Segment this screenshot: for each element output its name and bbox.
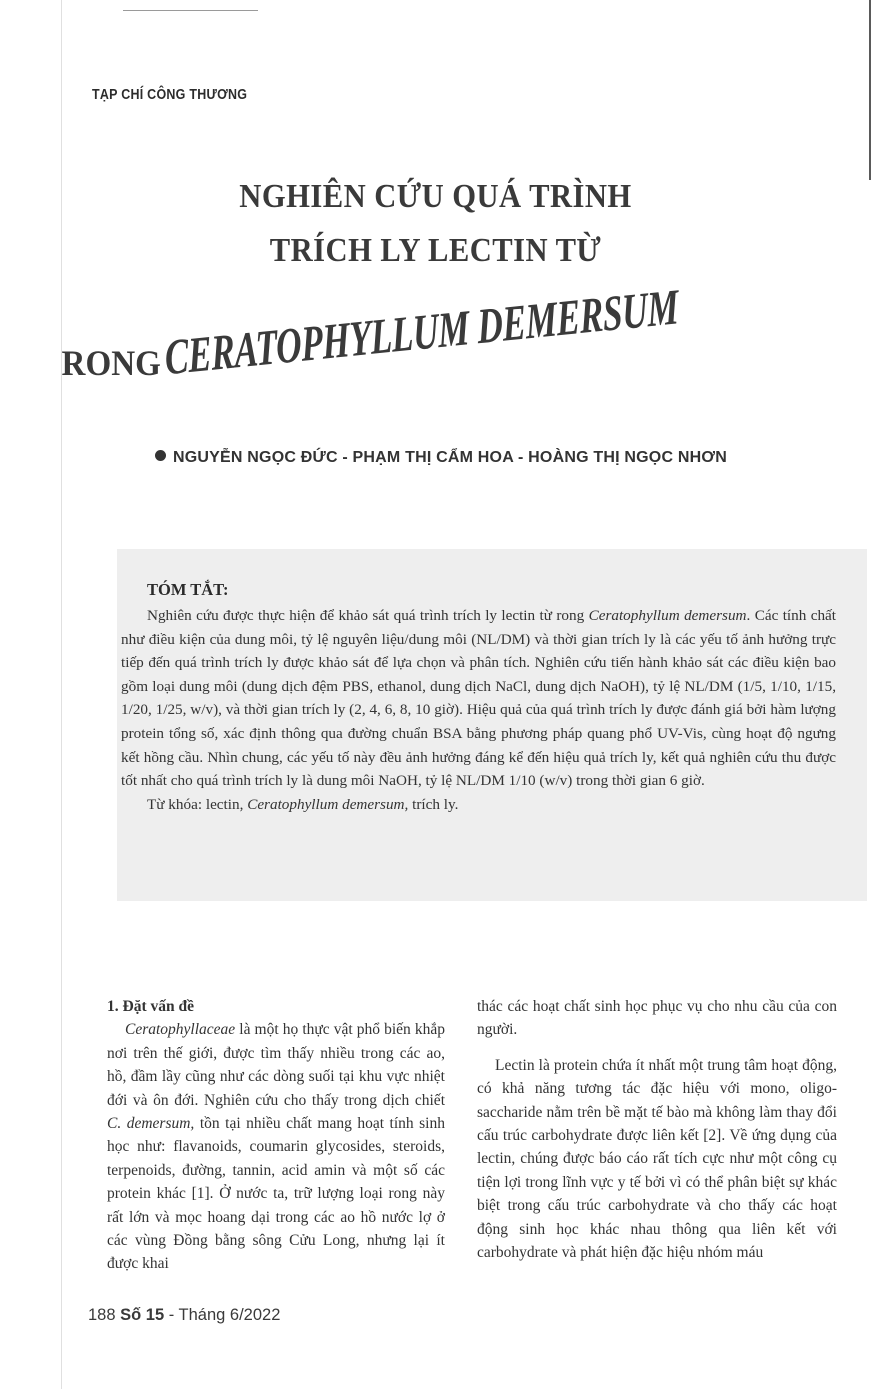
top-rule	[123, 10, 258, 11]
author-line	[155, 449, 727, 467]
keywords-species: Ceratophyllum demersum,	[247, 795, 409, 813]
authors-text: NGUYỄN NGỌC ĐỨC - PHẠM THỊ CẨM HOA - HOÀNG THỊ NGỌC NHƠN	[173, 449, 727, 466]
body-species-abbr: C. demersum,	[107, 1115, 195, 1133]
keywords-label: Từ khóa: lectin,	[147, 795, 248, 813]
footer-separator: -	[164, 1306, 179, 1324]
body-column-left	[107, 995, 445, 1276]
title-species: CERATOPHYLLUM DEMERSUM	[163, 279, 680, 386]
section-heading: 1. Đặt vấn đề	[107, 998, 194, 1015]
body-paragraph	[107, 1018, 445, 1275]
body-column-right	[477, 995, 837, 1264]
keywords	[121, 793, 836, 817]
abstract-paragraph	[121, 604, 836, 793]
abstract-heading: TÓM TẮT:	[147, 580, 229, 599]
journal-name: TẠP CHÍ CÔNG THƯƠNG	[92, 87, 248, 103]
body-paragraph-continued: thác các hoạt chất sinh học phục vụ cho nhu cầu của con người.	[477, 998, 837, 1039]
title-rong: RONG	[61, 343, 161, 383]
abstract-text-a: Nghiên cứu được thực hiện để khảo sát quá trình trích ly lectin từ rong	[147, 607, 589, 624]
issue-date: Tháng 6/2022	[178, 1306, 281, 1324]
abstract-species: Ceratophyllum demersum	[588, 607, 747, 624]
abstract-text-b: . Các tính chất như điều kiện của dung môi, tỷ lệ nguyên liệu/dung môi (NL/DM) và thời gian trích ly là các yếu tố ảnh hưởng trực tiếp đến quá trình trích ly được khảo sát để lựa chọn và phân tích. Nghiên cứu tiến hành khảo sát các điều kiện bao gồm loại dung môi (dung dịch đệm PBS, ethanol, dung dịch NaCl, dung dịch NaOH), tỷ lệ NL/DM (1/5, 1/10, 1/15, 1/20, 1/25, w/v), và thời gian trích ly (2, 4, 6, 8, 10 giờ). Hiệu quả của quá trình trích ly được đánh giá bởi hàm lượng protein tổng số, xác định thông qua đường chuẩn BSA bằng phương pháp quang phổ UV-Vis, cùng hoạt độ ngưng kết hồng cầu. Nhìn chung, các yếu tố này đều ảnh hưởng đáng kể đến hiệu quả trích ly, kết quả nghiên cứu thu được tốt nhất cho quá trình trích ly là dung môi NaOH, tỷ lệ NL/DM 1/10 (w/v) trong thời gian 6 giờ.	[121, 607, 836, 790]
keywords-rest: trích ly.	[408, 795, 459, 813]
title-line-2: TRÍCH LY LECTIN TỪ	[269, 232, 602, 269]
title-line-3	[35, 279, 836, 387]
body-paragraph-lectin: Lectin là protein chứa ít nhất một trung tâm hoạt động, có khả năng tương tác đặc hiệu với mono, oligo-saccharide nằm trên bề mặt tế bào mà không làm thay đổi cấu trúc carbohydrate được liên kết [2]. Về ứng dụng của lectin, chúng được báo cáo rất tích cực như một công cụ tiện lợi trong lĩnh vực y tế bởi vì có thể phân biệt sự khác biệt trong cấu trúc carbohydrate và cho thấy các hoạt động sinh học khác nhau thông qua liên kết với carbohydrate và phát hiện đặc hiệu nhóm máu	[477, 1056, 837, 1262]
abstract-text	[121, 604, 836, 816]
page-footer	[88, 1306, 280, 1325]
title-line-1: NGHIÊN CỨU QUÁ TRÌNH	[239, 178, 632, 215]
body-text-b: tồn tại nhiều chất mang hoạt tính sinh học như: flavanoids, coumarin glycosides, steroids, terpenoids, đường, tannin, acid amin và một số các protein khác [1]. Ở nước ta, trữ lượng loại rong này rất lớn và mọc hoang dại trong các ao hồ nước lợ ở các vùng Đồng bằng sông Cửu Long, nhưng lại ít được khai	[107, 1115, 445, 1273]
bullet-icon	[155, 450, 166, 461]
page-number: 188	[88, 1306, 116, 1324]
body-text-a: là một họ thực vật phổ biến khắp nơi trên thế giới, được tìm thấy nhiều trong các ao, hồ, đầm lầy cũng như các dòng suối tại khu vực nhiệt đới và ôn đới. Nghiên cứu cho thấy trong dịch chiết	[107, 1021, 445, 1109]
body-species: Ceratophyllaceae	[125, 1021, 236, 1039]
issue-number: Số 15	[120, 1306, 165, 1324]
